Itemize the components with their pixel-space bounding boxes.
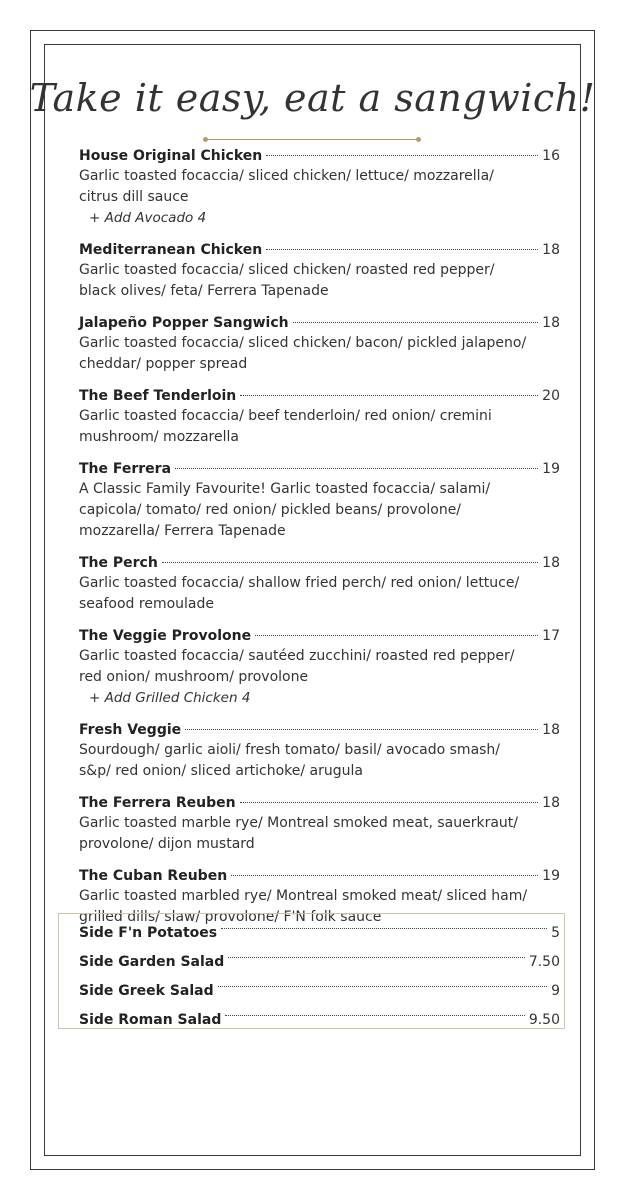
item-description: Garlic toasted focaccia/ sautéed zucchini/ roasted red pepper/ red onion/ mushroom/ provolone [79, 648, 515, 685]
menu-item [79, 146, 560, 229]
item-price: 18 [542, 315, 560, 331]
item-description: A Classic Family Favourite! Garlic toasted focaccia/ salami/ capicola/ tomato/ red onion/ pickled beans/ provolone/ mozzarella/ Ferrera Tapenade [79, 481, 491, 539]
menu-item [79, 626, 560, 709]
menu-item [79, 313, 560, 375]
dot-leader [255, 635, 538, 636]
item-name: Fresh Veggie [79, 722, 182, 738]
item-addon: + Add Grilled Chicken 4 [89, 690, 251, 706]
sandwich-list [79, 146, 560, 939]
dot-leader [266, 155, 538, 156]
dot-leader [221, 928, 547, 929]
item-addon: + Add Avocado 4 [89, 210, 207, 226]
side-name: Side F'n Potatoes [79, 924, 218, 941]
item-price: 18 [542, 555, 560, 571]
item-price: 19 [542, 868, 560, 884]
menu-item [79, 240, 560, 302]
menu-item [79, 793, 560, 855]
item-name: The Ferrera Reuben [79, 795, 236, 811]
side-item [79, 976, 560, 1005]
dot-leader [225, 1015, 524, 1016]
item-price: 16 [542, 148, 560, 164]
menu-item [79, 720, 560, 782]
dot-leader [228, 957, 525, 958]
item-name: Jalapeño Popper Sangwich [79, 315, 289, 331]
menu-title: Take it easy, eat a sangwich! [29, 76, 596, 120]
item-description: Garlic toasted focaccia/ beef tenderloin/ red onion/ cremini mushroom/ mozzarella [79, 408, 492, 445]
item-price: 18 [542, 242, 560, 258]
dot-leader [162, 562, 538, 563]
item-price: 20 [542, 388, 560, 404]
item-description: Garlic toasted focaccia/ sliced chicken/ lettuce/ mozzarella/ citrus dill sauce [79, 168, 494, 205]
side-price: 5 [551, 924, 560, 941]
dot-leader [240, 395, 538, 396]
side-name: Side Greek Salad [79, 982, 214, 999]
item-price: 18 [542, 795, 560, 811]
item-price: 18 [542, 722, 560, 738]
item-description: Garlic toasted marble rye/ Montreal smoked meat, sauerkraut/ provolone/ dijon mustard [79, 815, 519, 852]
item-description: Garlic toasted focaccia/ shallow fried perch/ red onion/ lettuce/ seafood remoulade [79, 575, 520, 612]
dot-leader [266, 249, 538, 250]
title-divider [205, 139, 419, 140]
menu-item [79, 553, 560, 615]
item-price: 19 [542, 461, 560, 477]
dot-leader [240, 802, 539, 803]
item-name: The Beef Tenderloin [79, 388, 237, 404]
side-name: Side Roman Salad [79, 1011, 222, 1028]
item-name: The Cuban Reuben [79, 868, 228, 884]
item-name: Mediterranean Chicken [79, 242, 263, 258]
dot-leader [218, 986, 547, 987]
dot-leader [185, 729, 538, 730]
item-description: Sourdough/ garlic aioli/ fresh tomato/ basil/ avocado smash/ s&p/ red onion/ sliced artichoke/ arugula [79, 742, 501, 779]
dot-leader [231, 875, 538, 876]
dot-leader [175, 468, 538, 469]
item-name: The Perch [79, 555, 158, 571]
side-item [79, 918, 560, 947]
item-name: The Ferrera [79, 461, 172, 477]
divider-dot-right [416, 137, 421, 142]
side-item [79, 1005, 560, 1034]
item-name: House Original Chicken [79, 148, 263, 164]
item-description: Garlic toasted marbled rye/ Montreal smoked meat/ sliced ham/ grilled dills/ slaw/ provolone/ F'N folk sauce [79, 888, 528, 925]
divider-dot-left [203, 137, 208, 142]
sides-box [58, 913, 565, 1029]
item-description: Garlic toasted focaccia/ sliced chicken/ bacon/ pickled jalapeno/ cheddar/ popper spread [79, 335, 527, 372]
side-price: 9.50 [528, 1011, 560, 1028]
menu-item [79, 459, 560, 542]
side-price: 9 [551, 982, 560, 999]
side-item [79, 947, 560, 976]
side-price: 7.50 [528, 953, 560, 970]
dot-leader [293, 322, 539, 323]
item-description: Garlic toasted focaccia/ sliced chicken/ roasted red pepper/ black olives/ feta/ Ferrera Tapenade [79, 262, 495, 299]
menu-item [79, 386, 560, 448]
item-name: The Veggie Provolone [79, 628, 252, 644]
item-price: 17 [542, 628, 560, 644]
side-name: Side Garden Salad [79, 953, 225, 970]
